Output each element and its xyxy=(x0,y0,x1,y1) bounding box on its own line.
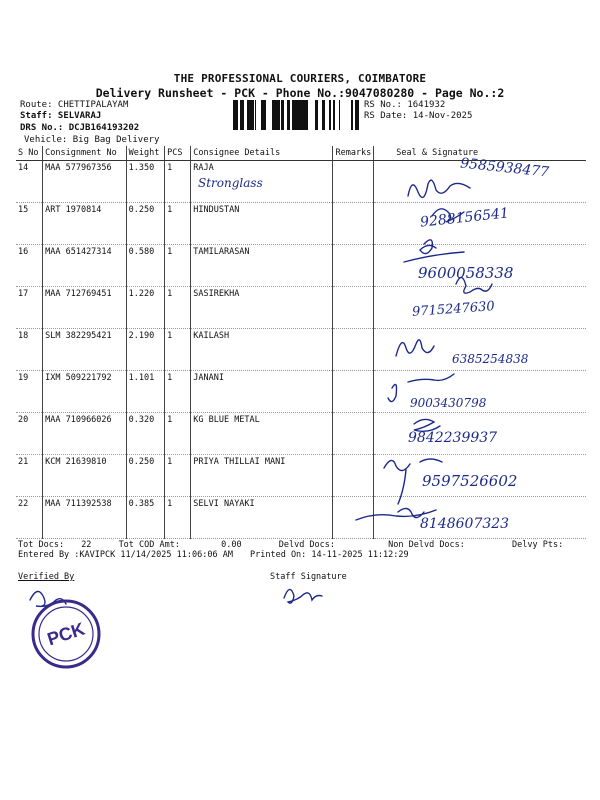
barcode-bar xyxy=(263,100,264,130)
barcode-bar xyxy=(351,100,353,130)
cell-weight: 0.320 xyxy=(126,413,165,455)
cell-sno: 17 xyxy=(16,287,43,329)
barcode-bar xyxy=(329,100,331,130)
verified-by: Verified By xyxy=(18,572,75,582)
cell-weight: 0.250 xyxy=(126,203,165,245)
barcode-bar xyxy=(292,100,294,130)
cell-consignment: MAA 712769451 xyxy=(43,287,126,329)
cell-consignee: JANANI xyxy=(191,371,333,413)
drs-no: DRS No.: DCJB164193202 xyxy=(20,123,140,133)
table-row xyxy=(16,371,586,413)
tot-docs-label: Tot Docs: xyxy=(18,540,65,550)
pck-stamp xyxy=(30,598,102,670)
col-sno: S No xyxy=(16,146,43,161)
barcode-bar xyxy=(264,100,266,130)
cell-consignee: SELVI NAYAKI xyxy=(191,497,333,539)
cell-consignment: MAA 577967356 xyxy=(43,161,126,203)
cell-weight: 0.580 xyxy=(126,245,165,287)
barcode-bar xyxy=(301,100,304,130)
cell-consignment: IXM 509221792 xyxy=(43,371,126,413)
handwritten-phone: 9288156541 xyxy=(419,205,510,231)
col-remarks: Remarks xyxy=(333,146,374,161)
cell-remarks xyxy=(333,203,374,245)
company-title: THE PROFESSIONAL COURIERS, COIMBATORE xyxy=(173,72,427,85)
barcode-bar xyxy=(322,100,325,130)
rs-no: RS No.: 1641932 xyxy=(364,100,446,110)
route: Route: CHETTIPALAYAM xyxy=(20,100,129,110)
table-row xyxy=(16,413,586,455)
printed-on: Printed On: 14-11-2025 11:12:29 xyxy=(250,550,409,560)
barcode-bar xyxy=(281,100,284,130)
handwritten-phone: 8148607323 xyxy=(420,516,510,532)
handwritten-note: Stronglass xyxy=(198,176,263,190)
barcode-bar xyxy=(356,100,359,130)
table-header xyxy=(16,146,586,161)
cell-sno: 21 xyxy=(16,455,43,497)
handwritten-phone: 9715247630 xyxy=(411,299,496,320)
cell-remarks xyxy=(333,329,374,371)
delvd-docs-label: Delvd Docs: xyxy=(278,540,336,550)
cell-consignee: SASIREKHA xyxy=(191,287,333,329)
col-consignment: Consignment No xyxy=(43,146,126,161)
barcode-bar xyxy=(249,100,252,130)
barcode-bar xyxy=(233,100,235,130)
barcode-bar xyxy=(333,100,334,130)
cell-remarks xyxy=(333,371,374,413)
cell-consignment: SLM 382295421 xyxy=(43,329,126,371)
col-consignee: Consignee Details xyxy=(191,146,333,161)
handwritten-phone: 9003430798 xyxy=(410,396,487,410)
barcode-bar xyxy=(334,100,335,130)
cell-consignee: KAILASH xyxy=(191,329,333,371)
cell-weight: 1.101 xyxy=(126,371,165,413)
staff-signature-scribble xyxy=(284,589,322,603)
cell-remarks xyxy=(333,287,374,329)
cell-consignment: MAA 711392538 xyxy=(43,497,126,539)
cell-sno: 18 xyxy=(16,329,43,371)
barcode-bar xyxy=(252,100,254,130)
staff: Staff: SELVARAJ xyxy=(20,111,102,121)
barcode-bar xyxy=(355,100,356,130)
col-weight: Weight xyxy=(126,146,165,161)
cell-consignee: TAMILARASAN xyxy=(191,245,333,287)
cell-weight: 2.190 xyxy=(126,329,165,371)
barcode-bar xyxy=(304,100,306,130)
barcode-bar xyxy=(274,100,277,130)
barcode xyxy=(233,100,359,130)
cell-remarks xyxy=(333,497,374,539)
cell-sno: 16 xyxy=(16,245,43,287)
barcode-bar xyxy=(306,100,308,130)
cell-consignment: MAA 651427314 xyxy=(43,245,126,287)
cell-pcs: 1 xyxy=(165,455,191,497)
staff-signature: Staff Signature xyxy=(270,572,347,582)
stamp-label: PCK xyxy=(44,618,88,650)
barcode-bar xyxy=(272,100,274,130)
tot-cod-value: 0.00 xyxy=(221,540,242,550)
col-pcs: PCS xyxy=(165,146,191,161)
cell-consignment: MAA 710966026 xyxy=(43,413,126,455)
col-seal: Seal & Signature xyxy=(374,146,586,161)
cell-pcs: 1 xyxy=(165,497,191,539)
cell-consignee: KG BLUE METAL xyxy=(191,413,333,455)
cell-pcs: 1 xyxy=(165,203,191,245)
tot-cod-label: Tot COD Amt: xyxy=(118,540,180,550)
cell-pcs: 1 xyxy=(165,329,191,371)
cell-pcs: 1 xyxy=(165,245,191,287)
cell-consignee: HINDUSTAN xyxy=(191,203,333,245)
cell-weight: 0.385 xyxy=(126,497,165,539)
handwritten-phone: 9585938477 xyxy=(459,155,550,181)
handwritten-phone: 9597526602 xyxy=(422,472,518,490)
cell-pcs: 1 xyxy=(165,161,191,203)
cell-consignee: RAJA xyxy=(191,161,333,203)
footer-totals xyxy=(18,540,563,550)
cell-remarks xyxy=(333,245,374,287)
cell-weight: 1.350 xyxy=(126,161,165,203)
vehicle: Vehicle: Big Bag Delivery xyxy=(24,135,160,145)
delvy-pts-label: Delvy Pts: xyxy=(512,540,564,550)
barcode-bar xyxy=(235,100,237,130)
barcode-bar xyxy=(294,100,297,130)
cell-consignment: KCM 21639810 xyxy=(43,455,126,497)
barcode-bar xyxy=(287,100,290,130)
barcode-bar xyxy=(237,100,238,130)
barcode-bar xyxy=(240,100,243,130)
cell-pcs: 1 xyxy=(165,413,191,455)
cell-sno: 20 xyxy=(16,413,43,455)
barcode-bar xyxy=(255,100,256,130)
barcode-bar xyxy=(247,100,249,130)
tot-docs-value: 22 xyxy=(81,540,92,550)
cell-weight: 1.220 xyxy=(126,287,165,329)
cell-consignment: ART 1970814 xyxy=(43,203,126,245)
handwritten-phone: 9842239937 xyxy=(408,430,498,446)
barcode-bar xyxy=(315,100,318,130)
runsheet-title: Delivery Runsheet - PCK - Phone No.:9047080280 - Page No.:2 xyxy=(95,86,505,100)
cell-pcs: 1 xyxy=(165,371,191,413)
cell-weight: 0.250 xyxy=(126,455,165,497)
cell-sno: 22 xyxy=(16,497,43,539)
barcode-bar xyxy=(243,100,244,130)
cell-pcs: 1 xyxy=(165,287,191,329)
cell-remarks xyxy=(333,413,374,455)
barcode-bar xyxy=(339,100,340,130)
barcode-bar xyxy=(297,100,300,130)
cell-sno: 19 xyxy=(16,371,43,413)
cell-consignee: PRIYA THILLAI MANI xyxy=(191,455,333,497)
handwritten-phone: 9600058338 xyxy=(418,264,514,282)
entered-by: Entered By :KAVIPCK 11/14/2025 11:06:06 AM xyxy=(18,550,233,560)
rs-date: RS Date: 14-Nov-2025 xyxy=(364,111,473,121)
barcode-bar xyxy=(261,100,263,130)
cell-remarks xyxy=(333,161,374,203)
non-delvd-docs-label: Non Delvd Docs: xyxy=(388,540,465,550)
barcode-bar xyxy=(277,100,280,130)
cell-sno: 15 xyxy=(16,203,43,245)
cell-remarks xyxy=(333,455,374,497)
handwritten-phone: 6385254838 xyxy=(452,352,529,366)
barcode-bar xyxy=(300,100,301,130)
table-row xyxy=(16,287,586,329)
cell-sno: 14 xyxy=(16,161,43,203)
